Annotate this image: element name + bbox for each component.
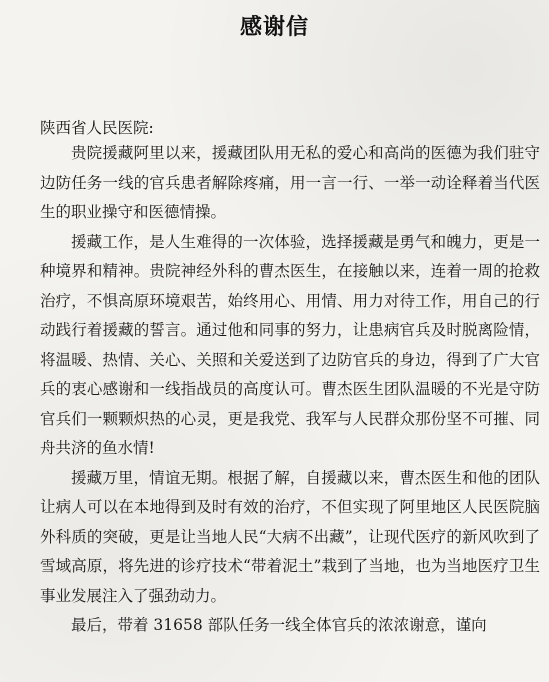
letter-title: 感谢信 (239, 15, 309, 40)
letter-paragraph-1: 贵院援藏阿里以来，援藏团队用无私的爱心和高尚的医德为我们驻守边防任务一线的官兵患者解除疼痛，用一言一行、一举一动诠释着当代医生的职业操守和医德情操。 (40, 144, 540, 221)
letter-salutation: 陕西省人民医院: (40, 119, 154, 137)
letter-paragraph-3: 援藏万里，情谊无期。根据了解，自援藏以来，曹杰医生和他的团队让病人可以在本地得到及时有效的治疗，不但实现了阿里地区人民医院脑外科质的突破，更是让当地人民“大病不出藏”，让现代医疗的新风吹到了雪域高原，将先进的诊疗技术“带着泥土”栽到了当地，也为当地医疗卫生事业发展注入了强劲动力。 (40, 468, 540, 605)
letter-paragraph-2: 援藏工作，是人生难得的一次体验，选择援藏是勇气和魄力，更是一种境界和精神。贵院神经外科的曹杰医生，在接触以来，连着一周的抢救治疗，不惧高原环境艰苦，始终用心、用情、用力对待工作，用自己的行动践行着援藏的誓言。通过他和同事的努力，让患病官兵及时脱离险情，将温暖、热情、关心、关照和关爱送到了边防官兵的身边，得到了广大官兵的衷心感谢和一线指战员的高度认可。曹杰医生团队温暖的不光是守防官兵们一颗颗炽热的心灵，更是我党、我军与人民群众那份坚不可摧、同舟共济的鱼水情! (40, 232, 540, 457)
letter-paragraph-4: 最后，带着 31658 部队任务一线全体官兵的浓浓谢意，谨向 (71, 616, 487, 634)
letter-body (40, 139, 540, 641)
